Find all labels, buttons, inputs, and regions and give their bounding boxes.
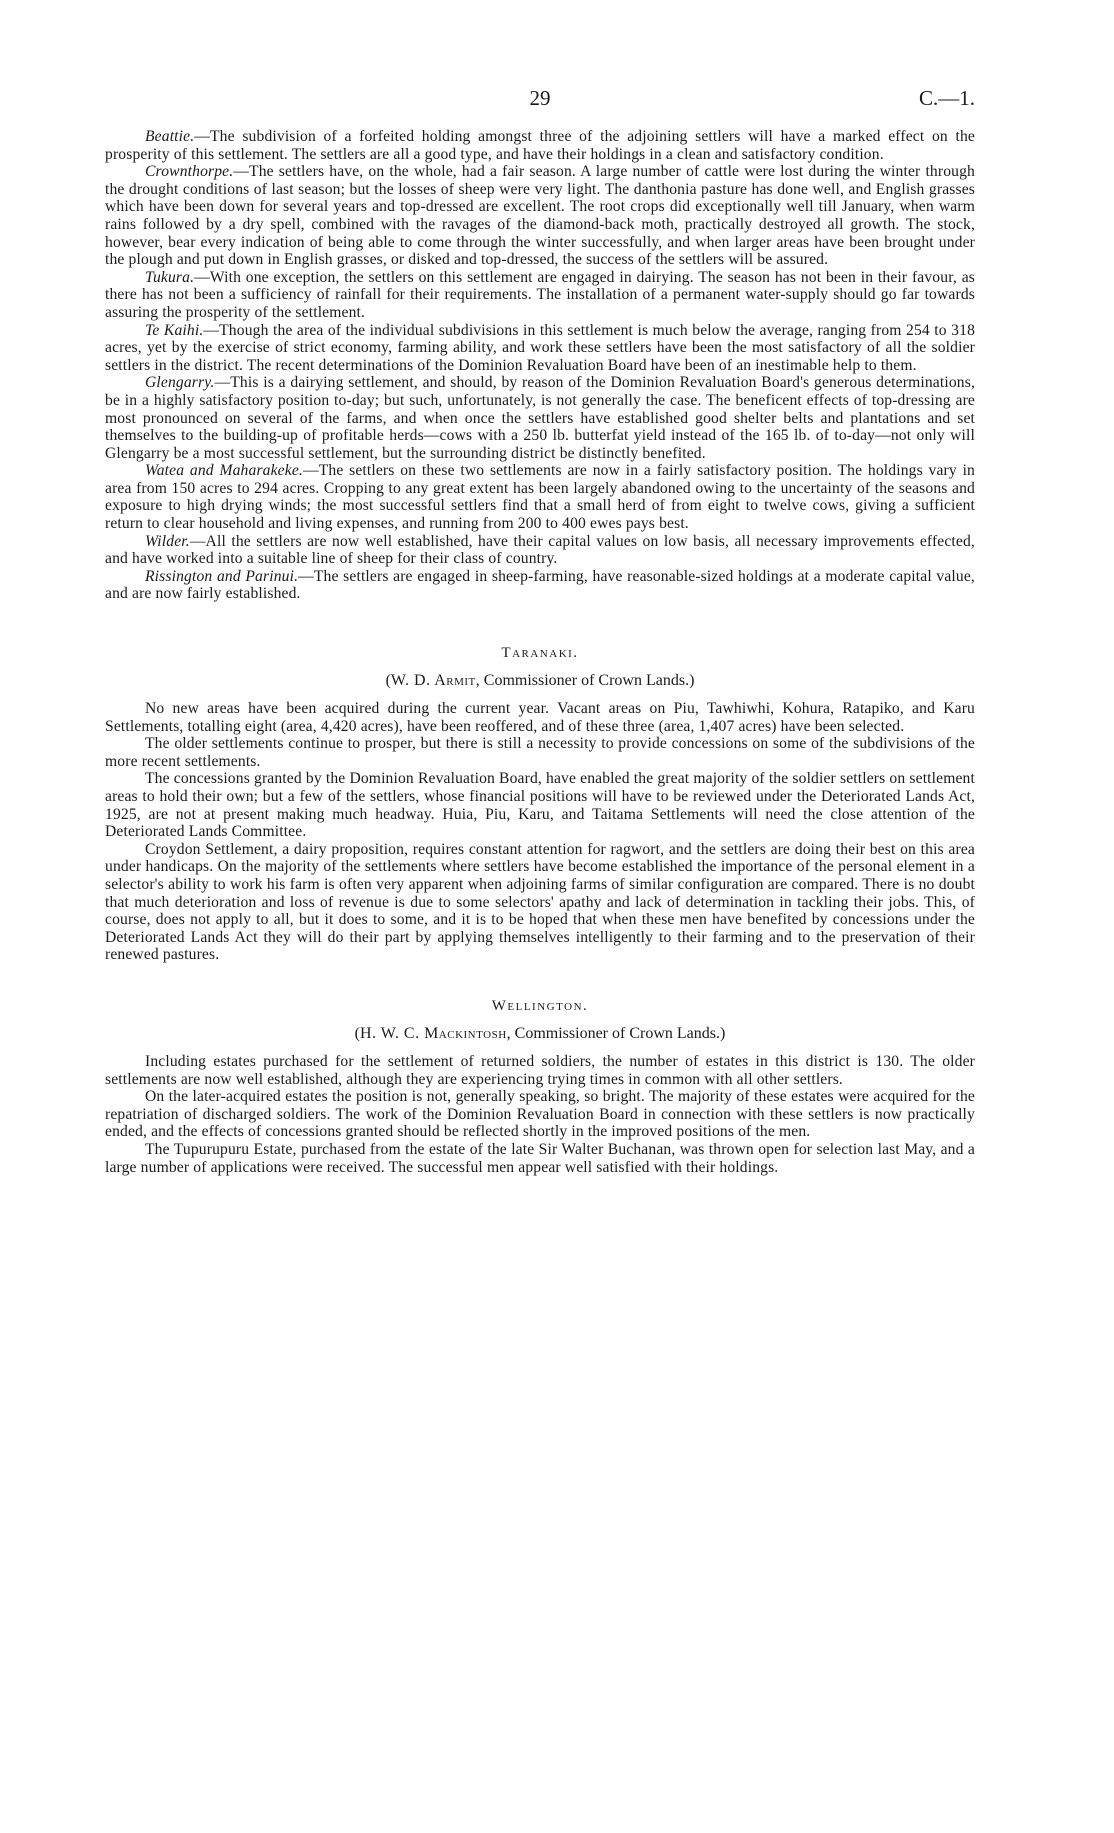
page-number: 29 [529, 86, 551, 110]
paragraph-beattie [105, 128, 975, 163]
section-taranaki [105, 645, 975, 964]
settlement-name: Beattie. [145, 128, 195, 145]
paragraph-text: —The settlers on these two settlements are now in a fairly satisfactory position. The holdings vary in area from 150 acres to 294 acres. Cropping to any great extent has been largely abandoned owing to the uncertainty of the seasons and exposure to high drying winds; the most successful settlers find that a small herd of from eight to twelve cows, giving a sufficient return to clear household and living expenses, and running from 200 to 400 ewes pays best. [105, 462, 976, 533]
page-header [105, 86, 975, 112]
body-paragraph: The older settlements continue to prosper, but there is still a necessity to provide concessions on some of the subdivisions of the more recent settlements. [105, 735, 975, 770]
section-heading: Taranaki. [501, 645, 579, 662]
paragraph-rissington-parinui [105, 568, 975, 603]
settlement-name: Crownthorpe. [145, 163, 234, 181]
settlement-name: Te Kaihi. [145, 321, 204, 339]
commissioner-name: H. W. C. Mackintosh [360, 1024, 507, 1042]
paragraph-wilder [105, 533, 975, 568]
paragraph-te-kaihi [105, 322, 975, 375]
paragraph-crownthorpe [105, 163, 975, 269]
body-paragraph: On the later-acquired estates the position is not, generally speaking, so bright. The majority of these estates were acquired for the repatriation of discharged soldiers. The work of the Dominion Revaluation Board in connection with these settlers is now practically ended, and the effects of concessions granted should be reflected shortly in the improved positions of the men. [105, 1088, 975, 1141]
commissioner-role: , Commissioner of Crown Lands. [506, 1024, 720, 1042]
commissioner-line: (H. W. C. Mackintosh, Commissioner of Crown Lands.) [354, 1024, 726, 1042]
commissioner-name: W. D. Armit [390, 672, 476, 690]
paragraph-text: —The subdivision of a forfeited holding amongst three of the adjoining settlers will have a marked effect on the prosperity of this settlement. The settlers are all a good type, and have their holdings in a clean and satisfactory condition. [105, 128, 975, 163]
body-paragraph: The Tupurupuru Estate, purchased from the estate of the late Sir Walter Buchanan, was thrown open for selection last May, and a large number of applications were received. The successful men appear well satisfied with their holdings. [105, 1140, 975, 1176]
settlement-reports [105, 128, 975, 603]
paragraph-tukura [105, 269, 975, 322]
body-paragraph: No new areas have been acquired during the current year. Vacant areas on Piu, Tawhiwhi, Kohura, Ratapiko, and Karu Settlements, totalling eight (area, 4,420 acres), have been reoffered, and of these three (area, 1,407 acres) have been selected. [105, 700, 975, 735]
commissioner-line: (W. D. Armit, Commissioner of Crown Lands.) [385, 672, 695, 690]
body-paragraph: Including estates purchased for the settlement of returned soldiers, the number of estates in this district is 130. The older settlements are now well established, although they are experiencing trying times in common with all other settlers. [105, 1052, 975, 1088]
body-paragraph: Croydon Settlement, a dairy proposition, requires constant attention for ragwort, and the settlers are doing their best on this area under handicaps. On the majority of the settlements where settlers have become established the importance of the personal element in a selector's ability to work his farm is often very apparent when adjoining farms of similar configuration are compared. There is no doubt that much deterioration and loss of revenue is due to some selectors' apathy and lack of determination in tackling their jobs. This, of course, does not apply to all, but it does to some, and it is to be hoped that when these men have benefited by concessions under the Deteriorated Lands Act they will do their part by applying themselves intelligently to their farming and to the preservation of their renewed pastures. [105, 840, 975, 964]
settlement-name: Glengarry. [145, 374, 215, 392]
section-wellington [105, 998, 975, 1176]
paragraph-text: —The settlers have, on the whole, had a fair season. A large number of cattle were lost during the winter through the drought conditions of last season; but the losses of sheep were very light. The danthonia pasture has done well, and English grasses which have been down for several years and top-dressed are excellent. The root crops did exceptionally well till January, when warm rains followed by a dry spell, combined with the ravages of the diamond-back moth, practically destroyed all growth. The stock, however, bear every indication of being able to come through the winter successfully, and when larger areas have been brought under the plough and put down in English grasses, or disked and top-dressed, the success of the settlers will be assured. [105, 163, 975, 269]
document-page [105, 86, 975, 1176]
paragraph-text: —Though the area of the individual subdivisions in this settlement is much below the average, ranging from 254 to 318 acres, yet by the exercise of strict economy, farming ability, and work these settlers have been the most satisfactory of all the soldier settlers in the district. The recent determinations of the Dominion Revaluation Board have been of an inestimable help to them. [105, 321, 976, 374]
paragraph-text: —All the settlers are now well established, have their capital values on low basis, all necessary improvements effected, and have worked into a suitable line of sheep for their class of country. [105, 532, 975, 568]
document-reference: C.—1. [918, 86, 975, 110]
paragraph-text: —This is a dairying settlement, and should, by reason of the Dominion Revaluation Board's generous determinations, be in a highly satisfactory position to-day; but such, unfortunately, is not generally the case. The beneficent effects of top-dressing are most pronounced on several of the farms, and when once the settlers have established good shelter belts and plantations and set themselves to the building-up of profitable herds—cows with a 250 lb. butterfat yield instead of the 165 lb. of to-day—not only will Glengarry be a most successful settlement, but the surrounding district be distinctly benefited. [105, 374, 975, 462]
commissioner-role: , Commissioner of Crown Lands. [475, 672, 690, 690]
paragraph-watea-maharakeke [105, 462, 975, 532]
body-paragraph: The concessions granted by the Dominion Revaluation Board, have enabled the great majority of the soldier settlers on settlement areas to hold their own; but a few of the settlers, whose financial positions will have to be reviewed under the Deteriorated Lands Act, 1925, are not at present making much headway. Huia, Piu, Karu, and Taitama Settlements will need the close attention of the Deteriorated Lands Committee. [105, 770, 975, 841]
section-heading: Wellington. [491, 997, 589, 1014]
settlement-name: Rissington and Parinui. [145, 567, 299, 585]
settlement-name: Tukura. [145, 268, 195, 286]
paragraph-text: —With one exception, the settlers on this settlement are engaged in dairying. The season has not been in their favour, as there has not been a sufficiency of rainfall for their requirements. The installation of a permanent water-supply should go far towards assuring the prosperity of the settlement. [105, 268, 975, 321]
paragraph-text: —The settlers are engaged in sheep-farming, have reasonable-sized holdings at a moderate capital value, and are now fairly established. [105, 567, 975, 603]
paragraph-glengarry [105, 374, 975, 462]
settlement-name: Watea and Maharakeke. [145, 462, 303, 480]
settlement-name: Wilder. [145, 532, 190, 550]
